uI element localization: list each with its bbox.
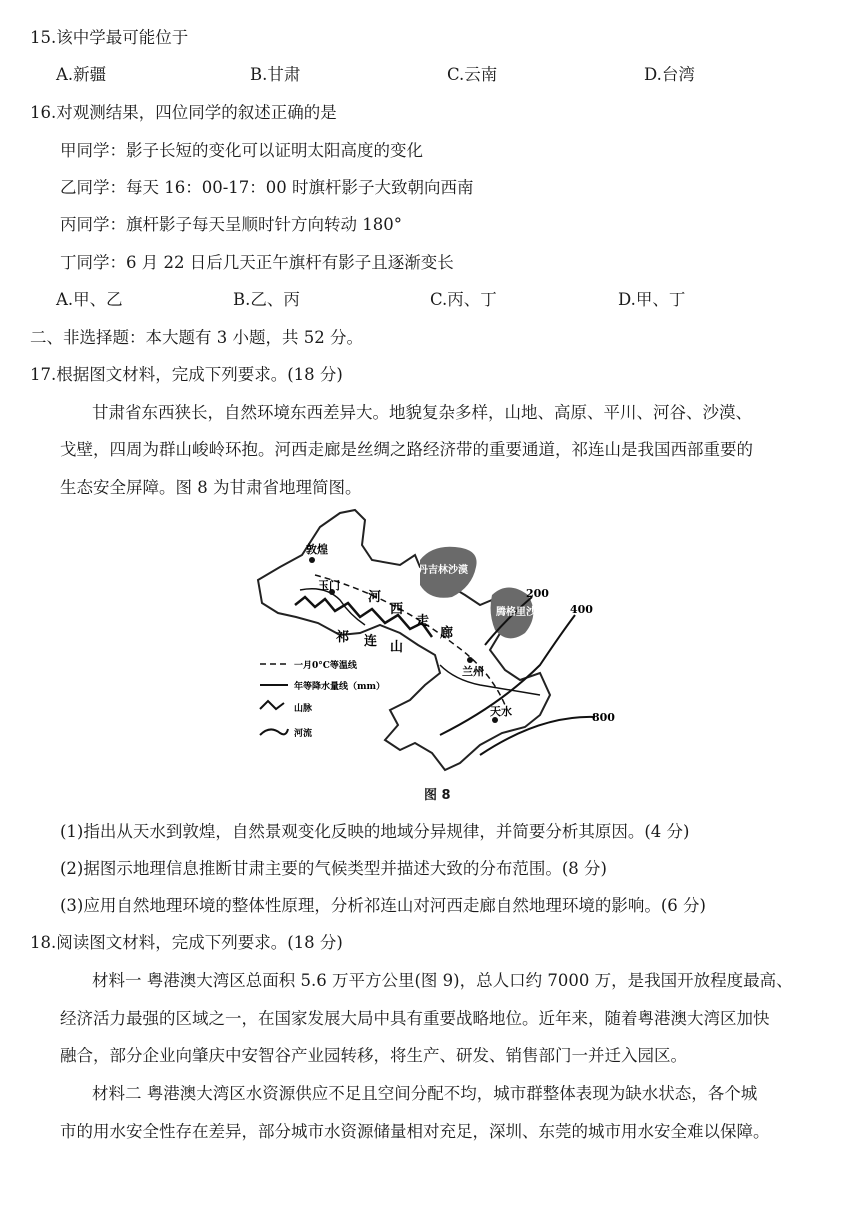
legend-river: 河流 (294, 729, 313, 739)
q16-statement-yi: 乙同学：每天 16：00-17：00 时旗杆影子大致朝向西南 (60, 178, 474, 197)
q15-option-d: D.台湾 (644, 65, 695, 84)
label-tianshui: 天水 (490, 705, 512, 718)
section-heading: 二、非选择题：本大题有 3 小题，共 52 分。 (30, 328, 363, 347)
label-shan: 山 (390, 640, 404, 655)
q16-stem: 16.对观测结果，四位同学的叙述正确的是 (30, 103, 337, 122)
figure-caption: 图 8 (424, 788, 451, 803)
q16-statement-bing: 丙同学：旗杆影子每天呈顺时针方向转动 180° (60, 215, 402, 234)
q18-material-1-line: 融合，部分企业向肇庆中安智谷产业园转移，将生产、研发、销售部门一并迁入园区。 (60, 1046, 687, 1065)
legend-temp-isoline: 一月0°C等温线 (294, 661, 357, 671)
label-lian: 连 (364, 634, 378, 649)
q17-stem: 17.根据图文材料，完成下列要求。(18 分) (30, 365, 343, 384)
q17-paragraph-line: 甘肃省东西狭长，自然环境东西差异大。地貌复杂多样，山地、高原、平川、河谷、沙漠、 (92, 403, 752, 422)
label-isoline-400: 400 (570, 603, 593, 616)
q18-material-1-line: 经济活力最强的区域之一，在国家发展大局中具有重要战略地位。近年来，随着粤港澳大湾区加快 (60, 1009, 770, 1028)
label-qi: 祁 (336, 630, 350, 645)
q16-option-c: C.丙、丁 (430, 290, 497, 309)
q15-option-c: C.云南 (447, 65, 498, 84)
q16-option-a: A.甲、乙 (56, 290, 123, 309)
q18-material-1-line: 材料一 粤港澳大湾区总面积 5.6 万平方公里(图 9)，总人口约 7000 万，是我国开放程度最高、 (92, 971, 793, 990)
label-dunhuang: 敦煌 (306, 543, 328, 556)
label-isoline-800: 800 (592, 711, 615, 724)
label-yumen: 玉门 (318, 579, 340, 592)
q18-material-2-line: 市的用水安全性存在差异，部分城市水资源储量相对充足，深圳、东莞的城市用水安全难以保障。 (60, 1122, 770, 1141)
legend-precip-isoline: 年等降水量线（mm） (294, 682, 386, 692)
q18-stem: 18.阅读图文材料，完成下列要求。(18 分) (30, 933, 343, 952)
gansu-map-figure (240, 505, 625, 775)
map-legend (260, 659, 385, 739)
q17-paragraph-line: 戈壁，四周为群山峻岭环抱。河西走廊是丝绸之路经济带的重要通道，祁连山是我国西部重要的 (60, 440, 753, 459)
label-lang: 廊 (440, 626, 454, 641)
q15-stem: 15.该中学最可能位于 (30, 28, 189, 47)
label-lanzhou: 兰州 (462, 665, 484, 678)
q17-subquestion: (2)据图示地理信息推断甘肃主要的气候类型并描述大致的分布范围。(8 分) (60, 859, 607, 878)
q17-subquestion: (3)应用自然地理环境的整体性原理，分析祁连山对河西走廊自然地理环境的影响。(6 分) (60, 896, 706, 915)
q18-material-2-line: 材料二 粤港澳大湾区水资源供应不足且空间分配不均，城市群整体表现为缺水状态，各个城 (92, 1084, 758, 1103)
label-isoline-200: 200 (526, 587, 549, 600)
q16-option-b: B.乙、丙 (233, 290, 300, 309)
q16-statement-ding: 丁同学：6 月 22 日后几天正午旗杆有影子且逐渐变长 (60, 253, 454, 272)
q15-option-a: A.新疆 (56, 65, 107, 84)
label-he: 河 (368, 590, 382, 605)
q17-paragraph-line: 生态安全屏障。图 8 为甘肃省地理简图。 (60, 478, 362, 497)
legend-mountain: 山脉 (294, 704, 313, 714)
label-zou: 走 (416, 614, 430, 629)
city-dot-lanzhou (467, 657, 473, 663)
label-tengger-desert: 腾格里沙漠 (496, 607, 546, 618)
city-dot-dunhuang (309, 557, 315, 563)
q16-statement-jia: 甲同学：影子长短的变化可以证明太阳高度的变化 (60, 141, 423, 160)
q16-option-d: D.甲、丁 (618, 290, 686, 309)
q17-subquestion: (1)指出从天水到敦煌，自然景观变化反映的地域分异规律，并简要分析其原因。(4 分) (60, 822, 690, 841)
label-xi: 西 (390, 602, 404, 617)
label-badain-desert: 巴丹吉林沙漠 (408, 565, 468, 576)
q15-option-b: B.甘肃 (250, 65, 301, 84)
